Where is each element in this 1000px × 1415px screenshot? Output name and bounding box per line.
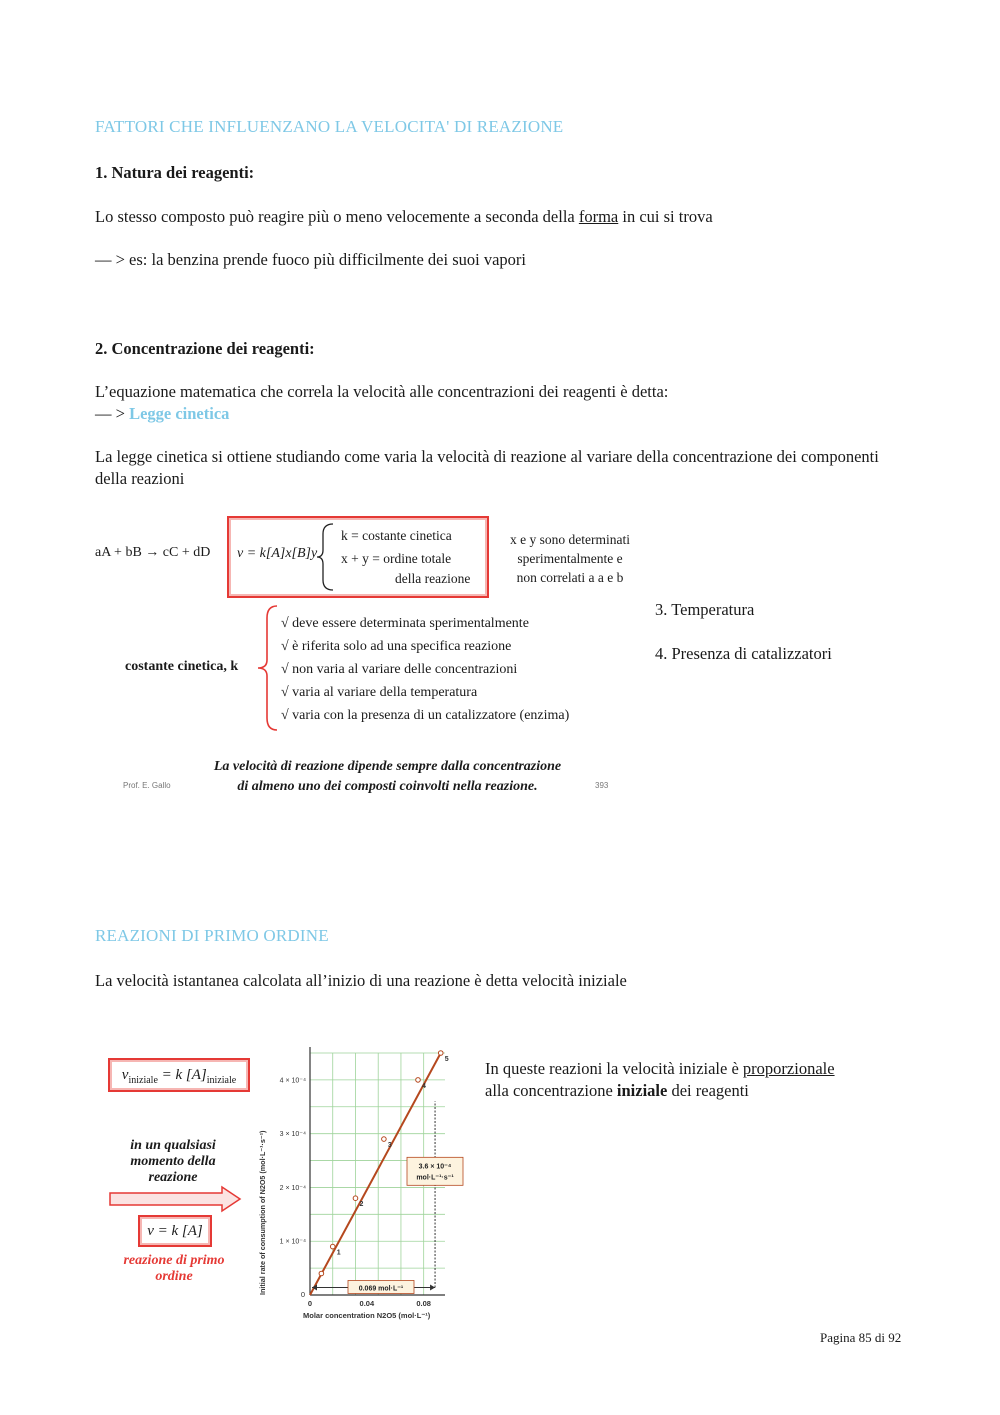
data-point (319, 1271, 324, 1276)
item1-text (95, 206, 713, 228)
initial-rate-box (108, 1058, 250, 1092)
conc-annotation: 0.069 mol·L⁻¹ (358, 1285, 404, 1293)
arrow-text: — > (95, 404, 130, 423)
data-point (353, 1196, 358, 1201)
rate-subscript: iniziale (128, 1075, 158, 1086)
first-order-intro: La velocità istantanea calcolata all’inizio di una reazione è detta velocità iniziale (95, 971, 627, 990)
item3-temperature: 3. Temperatura (655, 600, 755, 619)
chart-annotations (312, 1101, 463, 1293)
y-tick-label: 4 × 10⁻⁴ (279, 1077, 306, 1085)
side-text-underlined: proporzionale (742, 1059, 835, 1078)
section-title-first-order: REAZIONI DI PRIMO ORDINE (95, 926, 329, 945)
footnote-line2: di almeno uno dei composti coinvolti nella reazione. (237, 779, 538, 794)
kinetic-law-figure (95, 512, 645, 797)
chart-x-label: Molar concentration N2O5 (mol·L⁻¹) (303, 1311, 431, 1320)
brace-large-icon (255, 604, 281, 734)
side-text-mid: alla concentrazione (485, 1081, 617, 1100)
item2-text: L’equazione matematica che correla la velocità alle concentrazioni dei reagenti è detta: (95, 382, 669, 401)
xy-note-line2: sperimentalmente e (517, 551, 623, 566)
footnote-line1: La velocità di reazione dipende sempre dalla concentrazione (213, 759, 562, 774)
data-point (438, 1051, 443, 1056)
rate-symbol: v (121, 1067, 129, 1083)
brace-icon (315, 522, 337, 592)
xy-note-line1: x e y sono determinati (510, 532, 630, 547)
order-definition-1: x + y = ordine totale (341, 551, 452, 566)
first-order-chart (255, 1045, 470, 1325)
y-tick-label: 2 × 10⁻⁴ (279, 1184, 306, 1192)
point-label: 5 (444, 1056, 449, 1063)
rate-law-first-order-box: v = k [A] (138, 1215, 212, 1247)
item1-text-post: in cui si trova (618, 207, 713, 226)
point-label: 1 (336, 1249, 341, 1257)
page-number: Pagina 85 di 92 (820, 1330, 902, 1345)
x-tick-label: 0.08 (416, 1299, 431, 1308)
k-property: √ varia con la presenza di un catalizzatore (enzima) (281, 708, 570, 723)
item2-law-line (95, 403, 229, 425)
point-label: 3 (387, 1142, 392, 1150)
any-moment-text: in un qualsiasi momento della reazione (130, 1138, 216, 1185)
data-point (416, 1078, 421, 1083)
k-property: √ varia al variare della temperatura (281, 685, 478, 700)
data-point (330, 1244, 335, 1249)
item1-text-pre: Lo stesso composto può reagire più o meno velocemente a seconda della (95, 207, 579, 226)
k-properties-list (281, 612, 569, 727)
side-text-bold: iniziale (616, 1081, 668, 1100)
item1-title: 1. Natura dei reagenti: (95, 163, 255, 182)
first-order-panel (100, 1050, 260, 1300)
rate-annotation-value: 3.6 × 10⁻⁴ (418, 1163, 452, 1171)
side-text-pre: In queste reazioni la velocità iniziale è (485, 1059, 743, 1078)
x-tick-label: 0.04 (359, 1299, 375, 1308)
kinetic-law-label: Legge cinetica (129, 404, 230, 423)
side-text-post: dei reagenti (667, 1081, 749, 1100)
rate-annotation-unit: mol·L⁻¹·s⁻¹ (416, 1174, 454, 1182)
item2-title: 2. Concentrazione dei reagenti: (95, 339, 315, 358)
point-label: 4 (422, 1082, 426, 1090)
order-definition-2: della reazione (395, 571, 471, 586)
k-property: √ è riferita solo ad una specifica reazione (281, 639, 512, 654)
reaction-equation: aA + bB → cC + dD (95, 545, 211, 560)
item2-description: La legge cinetica si ottiene studiando come varia la velocità di reazione al variare della concentrazione dei componenti della reazioni (95, 447, 879, 488)
slide-author: Prof. E. Gallo (123, 781, 171, 790)
point-label: 2 (359, 1201, 364, 1209)
right-arrow-icon (108, 1185, 244, 1213)
chart-y-label: Initial rate of consumption of N2O5 (mol·L⁻¹·s⁻¹) (258, 1130, 267, 1295)
k-property: √ non varia al variare delle concentrazioni (281, 662, 518, 677)
conc-subscript: iniziale (206, 1075, 237, 1086)
item4-catalysts: 4. Presenza di catalizzatori (655, 644, 832, 663)
k-definition: k = costante cinetica (341, 528, 452, 543)
xy-note-line3: non correlati a a e b (516, 570, 624, 585)
section-title-factors: FATTORI CHE INFLUENZANO LA VELOCITA' DI REAZIONE (95, 117, 564, 136)
rate-equation: = k [A] (157, 1067, 207, 1083)
x-tick-label: 0 (307, 1299, 313, 1308)
y-tick-label: 1 × 10⁻⁴ (279, 1238, 306, 1246)
arrow-head-right (430, 1284, 435, 1290)
k-label: costante cinetica, k (125, 659, 239, 674)
rate-law-box (227, 516, 489, 598)
first-order-label: reazione di primo ordine (123, 1253, 225, 1284)
k-property: √ deve essere determinata sperimentalmente (281, 616, 529, 631)
data-point (382, 1137, 387, 1142)
figure-footnote (195, 757, 580, 797)
xy-note (499, 530, 641, 587)
slide-number: 393 (595, 781, 609, 790)
y-tick-label: 3 × 10⁻⁴ (279, 1131, 306, 1139)
item1-example: — > es: la benzina prende fuoco più difficilmente dei suoi vapori (95, 250, 526, 269)
item1-underlined-word: forma (578, 207, 619, 226)
rate-law-formula: v = k[A]x[B]y (237, 546, 318, 561)
y-origin-label: 0 (300, 1290, 305, 1299)
first-order-side-text (485, 1058, 905, 1102)
